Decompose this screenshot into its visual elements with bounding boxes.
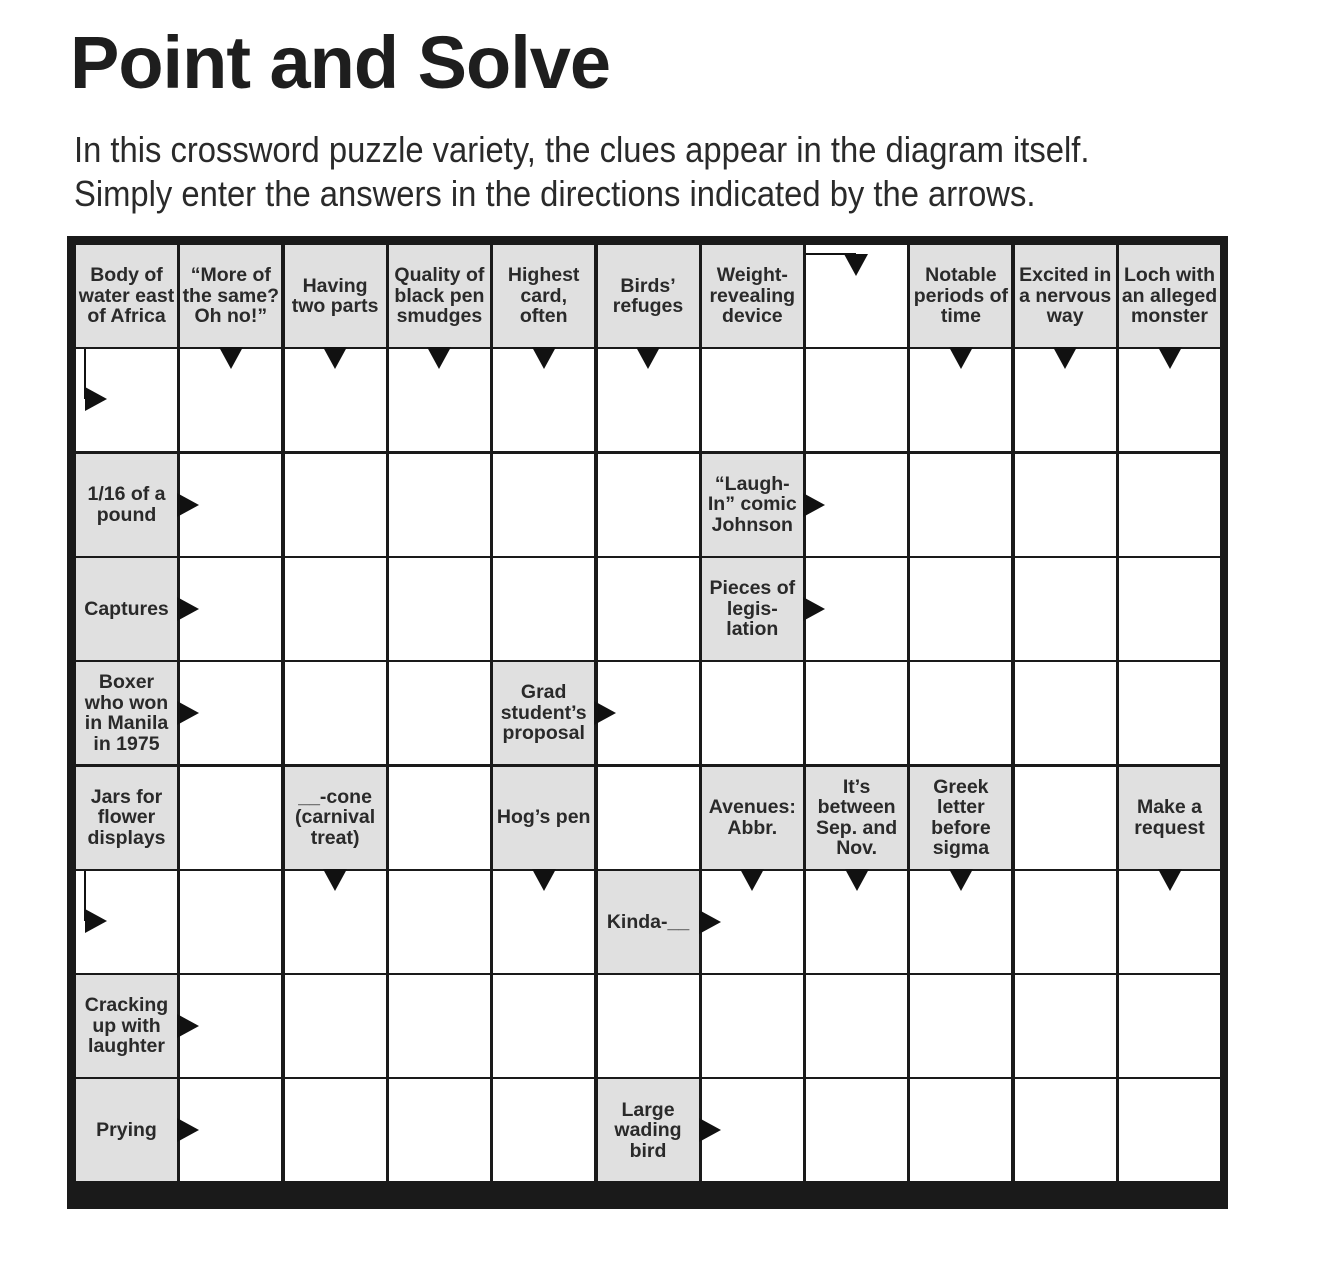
clue-text: __-cone (carnival treat) <box>294 785 376 849</box>
arrow-right-icon <box>699 910 721 934</box>
arrow-right-icon <box>177 701 199 725</box>
answer-cell[interactable] <box>702 349 803 451</box>
instructions-line-2: Simply enter the answers in the directions indicated by the arrows. <box>74 173 1036 214</box>
clue-cell <box>1119 245 1220 347</box>
answer-cell[interactable] <box>806 1079 907 1181</box>
clue-text: Notable periods of time <box>913 264 1009 328</box>
clue-cell <box>76 454 177 556</box>
clue-cell <box>493 245 594 347</box>
answer-cell[interactable] <box>806 662 907 764</box>
clue-cell <box>702 767 803 869</box>
clue-text: Birds’ refuges <box>612 274 684 317</box>
clue-text: Hog’s pen <box>496 806 591 829</box>
crossword-grid <box>67 236 1228 1209</box>
clue-cell <box>910 767 1011 869</box>
clue-cell <box>493 662 594 764</box>
answer-cell[interactable] <box>806 349 907 451</box>
clue-text: Captures <box>84 597 169 620</box>
answer-cell[interactable] <box>1119 454 1220 556</box>
answer-cell[interactable] <box>1015 1079 1116 1181</box>
answer-cell[interactable] <box>389 975 490 1077</box>
arrow-down-icon <box>323 869 347 891</box>
clue-text: Grad student’s proposal <box>500 681 587 745</box>
answer-cell[interactable] <box>389 454 490 556</box>
clue-text: Pieces of legis-lation <box>709 577 796 641</box>
answer-cell[interactable] <box>910 975 1011 1077</box>
answer-cell[interactable] <box>806 975 907 1077</box>
clue-text: It’s between Sep. and Nov. <box>815 775 898 859</box>
answer-cell[interactable] <box>180 871 281 973</box>
answer-cell[interactable] <box>285 975 386 1077</box>
clue-cell <box>910 245 1011 347</box>
answer-cell[interactable] <box>598 558 699 660</box>
answer-cell[interactable] <box>702 662 803 764</box>
clue-cell <box>493 767 594 869</box>
clue-cell <box>76 767 177 869</box>
clue-cell <box>76 558 177 660</box>
clue-text: Excited in a nervous way <box>1019 264 1112 328</box>
clue-text: “Laugh-In” comic Johnson <box>707 472 797 536</box>
arrow-right-icon <box>803 493 825 517</box>
answer-cell[interactable] <box>1015 454 1116 556</box>
arrow-right-icon <box>85 387 107 411</box>
arrow-down-icon <box>219 347 243 369</box>
arrow-down-icon <box>1053 347 1077 369</box>
clue-text: Kinda-__ <box>606 910 690 933</box>
clue-text: Cracking up with laughter <box>84 994 169 1058</box>
answer-cell[interactable] <box>1015 975 1116 1077</box>
answer-cell[interactable] <box>910 454 1011 556</box>
clue-cell <box>180 245 281 347</box>
clue-text: Prying <box>96 1119 157 1142</box>
arrow-down-icon <box>323 347 347 369</box>
clue-text: Greek letter before sigma <box>931 775 991 859</box>
answer-cell[interactable] <box>493 558 594 660</box>
arrow-down-icon <box>845 869 869 891</box>
arrow-down-icon <box>427 347 451 369</box>
clue-cell <box>389 245 490 347</box>
clue-cell <box>285 245 386 347</box>
arrow-down-icon <box>1158 869 1182 891</box>
clue-text: “More of the same? Oh no!” <box>182 264 280 328</box>
arrow-down-icon <box>532 869 556 891</box>
clue-cell <box>702 245 803 347</box>
clue-text: Body of water east of Africa <box>78 264 175 328</box>
answer-cell[interactable] <box>1015 558 1116 660</box>
arrow-down-icon <box>740 869 764 891</box>
clue-text: Boxer who won in Manila in 1975 <box>84 671 169 755</box>
clue-cell <box>1015 245 1116 347</box>
clue-text: Loch with an alleged monster <box>1121 264 1218 328</box>
clue-cell <box>598 1079 699 1181</box>
arrow-right-icon <box>177 493 199 517</box>
clue-cell <box>806 767 907 869</box>
arrow-right-icon <box>177 1014 199 1038</box>
answer-cell[interactable] <box>493 454 594 556</box>
clue-text: Highest card, often <box>507 264 580 328</box>
answer-cell[interactable] <box>493 975 594 1077</box>
answer-cell[interactable] <box>598 975 699 1077</box>
answer-cell[interactable] <box>1119 558 1220 660</box>
clue-text: Having two parts <box>291 274 379 317</box>
answer-cell[interactable] <box>910 558 1011 660</box>
answer-cell[interactable] <box>389 1079 490 1181</box>
clue-cell <box>598 871 699 973</box>
answer-cell[interactable] <box>910 662 1011 764</box>
clue-text: Quality of black pen smudges <box>394 264 485 328</box>
arrow-down-icon <box>1158 347 1182 369</box>
arrow-right-icon <box>803 597 825 621</box>
clue-cell <box>285 767 386 869</box>
answer-cell[interactable] <box>493 1079 594 1181</box>
answer-cell[interactable] <box>598 767 699 869</box>
arrow-right-icon <box>594 701 616 725</box>
answer-cell[interactable] <box>1015 767 1116 869</box>
answer-cell[interactable] <box>702 975 803 1077</box>
clue-cell <box>598 245 699 347</box>
clue-text: Weight-revealing device <box>709 264 796 328</box>
answer-cell[interactable] <box>389 871 490 973</box>
answer-cell[interactable] <box>389 558 490 660</box>
answer-cell[interactable] <box>285 1079 386 1181</box>
answer-cell[interactable] <box>285 662 386 764</box>
clue-cell <box>702 558 803 660</box>
arrow-down-icon <box>636 347 660 369</box>
arrow-down-icon <box>532 347 556 369</box>
arrow-right-icon <box>177 1118 199 1142</box>
answer-cell[interactable] <box>1119 975 1220 1077</box>
clue-text: Large wading bird <box>614 1098 682 1162</box>
answer-cell[interactable] <box>389 767 490 869</box>
clue-text: 1/16 of a pound <box>87 483 166 526</box>
answer-cell[interactable] <box>1015 871 1116 973</box>
page-title: Point and Solve <box>70 21 611 104</box>
answer-cell[interactable] <box>1119 662 1220 764</box>
arrow-down-icon <box>949 869 973 891</box>
arrow-right-icon <box>85 909 107 933</box>
clue-cell <box>76 1079 177 1181</box>
clue-cell <box>702 454 803 556</box>
clue-cell <box>76 975 177 1077</box>
arrow-right-icon <box>699 1118 721 1142</box>
answer-cell[interactable] <box>1119 1079 1220 1181</box>
clue-cell <box>1119 767 1220 869</box>
answer-cell[interactable] <box>910 1079 1011 1181</box>
answer-cell[interactable] <box>285 454 386 556</box>
arrow-down-icon <box>949 347 973 369</box>
clue-cell <box>76 245 177 347</box>
clue-text: Avenues: Abbr. <box>708 796 796 839</box>
instructions-line-1: In this crossword puzzle variety, the clues appear in the diagram itself. <box>74 129 1090 170</box>
clue-text: Jars for flower displays <box>87 785 166 849</box>
answer-cell[interactable] <box>1015 662 1116 764</box>
answer-cell[interactable] <box>598 454 699 556</box>
arrow-right-icon <box>177 597 199 621</box>
answer-cell[interactable] <box>285 558 386 660</box>
answer-cell[interactable] <box>389 662 490 764</box>
clue-text: Make a request <box>1134 796 1205 839</box>
arrow-down-icon <box>844 254 868 276</box>
clue-cell <box>76 662 177 764</box>
answer-cell[interactable] <box>180 767 281 869</box>
